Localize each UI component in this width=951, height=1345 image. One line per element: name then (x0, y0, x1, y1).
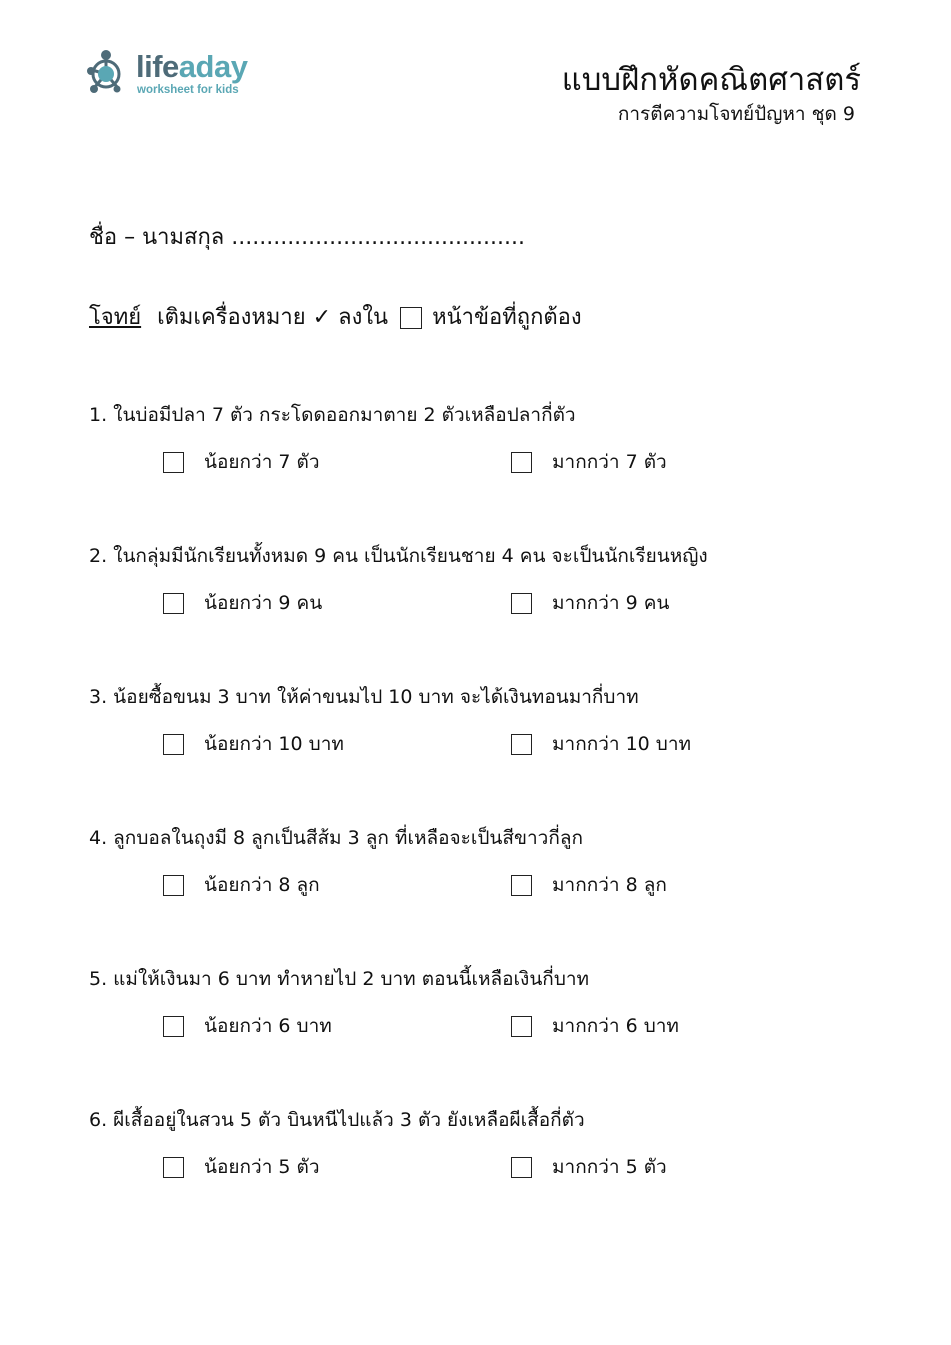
logo-word-aday: aday (178, 49, 248, 84)
checkbox[interactable] (163, 452, 184, 473)
lifeaday-logo (84, 48, 284, 104)
example-checkbox-icon (400, 307, 422, 329)
option-label: มากกว่า 9 คน (552, 592, 670, 614)
checkbox[interactable] (511, 1157, 532, 1178)
checkbox[interactable] (511, 452, 532, 473)
question-6-option-less[interactable] (163, 1153, 320, 1181)
question-2-option-less[interactable] (163, 589, 322, 617)
question-1-option-more[interactable] (511, 448, 667, 476)
option-label: น้อยกว่า 10 บาท (204, 733, 344, 755)
instruction-text-before: เติมเครื่องหมาย ✓ ลงใน (157, 305, 389, 330)
logo-word-life: life (136, 49, 179, 84)
checkbox[interactable] (163, 1157, 184, 1178)
question-5-option-less[interactable] (163, 1012, 332, 1040)
checkbox[interactable] (163, 1016, 184, 1037)
question-6: 6. ผีเสื้ออยู่ในสวน 5 ตัว บินหนีไปแล้ว 3 ตัว ยังเหลือผีเสื้อกี่ตัว (89, 1109, 585, 1131)
question-5-option-more[interactable] (511, 1012, 679, 1040)
option-label: น้อยกว่า 5 ตัว (204, 1156, 320, 1178)
checkbox[interactable] (163, 875, 184, 896)
option-label: น้อยกว่า 9 คน (204, 592, 323, 614)
checkbox[interactable] (511, 593, 532, 614)
option-label: น้อยกว่า 7 ตัว (204, 451, 320, 473)
checkbox[interactable] (511, 734, 532, 755)
question-2-option-more[interactable] (511, 589, 669, 617)
option-label: มากกว่า 10 บาท (552, 733, 692, 755)
question-1: 1. ในบ่อมีปลา 7 ตัว กระโดดออกมาตาย 2 ตัวเหลือปลากี่ตัว (89, 404, 576, 426)
question-6-option-more[interactable] (511, 1153, 667, 1181)
question-3-option-more[interactable] (511, 730, 691, 758)
question-2: 2. ในกลุ่มมีนักเรียนทั้งหมด 9 คน เป็นนักเรียนชาย 4 คน จะเป็นนักเรียนหญิง (89, 545, 708, 567)
question-1-option-less[interactable] (163, 448, 320, 476)
question-3-option-less[interactable] (163, 730, 344, 758)
question-3: 3. น้อยซื้อขนม 3 บาท ให้ค่าขนมไป 10 บาท จะได้เงินทอนมากี่บาท (89, 686, 639, 708)
option-label: น้อยกว่า 8 ลูก (204, 874, 320, 896)
instruction-text-after: หน้าข้อที่ถูกต้อง (432, 305, 582, 330)
question-4: 4. ลูกบอลในถุงมี 8 ลูกเป็นสีส้ม 3 ลูก ที่เหลือจะเป็นสีขาวกี่ลูก (89, 827, 583, 849)
question-4-option-less[interactable] (163, 871, 320, 899)
logo-tagline: worksheet for kids (137, 84, 239, 96)
checkbox[interactable] (163, 734, 184, 755)
checkbox[interactable] (163, 593, 184, 614)
checkbox[interactable] (511, 875, 532, 896)
checkbox[interactable] (511, 1016, 532, 1037)
instruction-label: โจทย์ (89, 305, 142, 330)
molecule-logo-icon (84, 48, 134, 100)
question-4-option-more[interactable] (511, 871, 667, 899)
option-label: มากกว่า 6 บาท (552, 1015, 679, 1037)
instruction (89, 302, 582, 334)
option-label: มากกว่า 8 ลูก (552, 874, 667, 896)
question-5: 5. แม่ให้เงินมา 6 บาท ทำหายไป 2 บาท ตอนนี้เหลือเงินกี่บาท (89, 968, 590, 990)
option-label: น้อยกว่า 6 บาท (204, 1015, 332, 1037)
logo-wordmark (136, 50, 247, 84)
option-label: มากกว่า 5 ตัว (552, 1156, 667, 1178)
worksheet-title: แบบฝึกหัดคณิตศาสตร์ (561, 62, 861, 98)
name-field-line[interactable]: ชื่อ – นามสกุล .......................................... (89, 225, 525, 250)
worksheet-subtitle: การตีความโจทย์ปัญหา ชุด 9 (617, 103, 855, 125)
option-label: มากกว่า 7 ตัว (552, 451, 667, 473)
